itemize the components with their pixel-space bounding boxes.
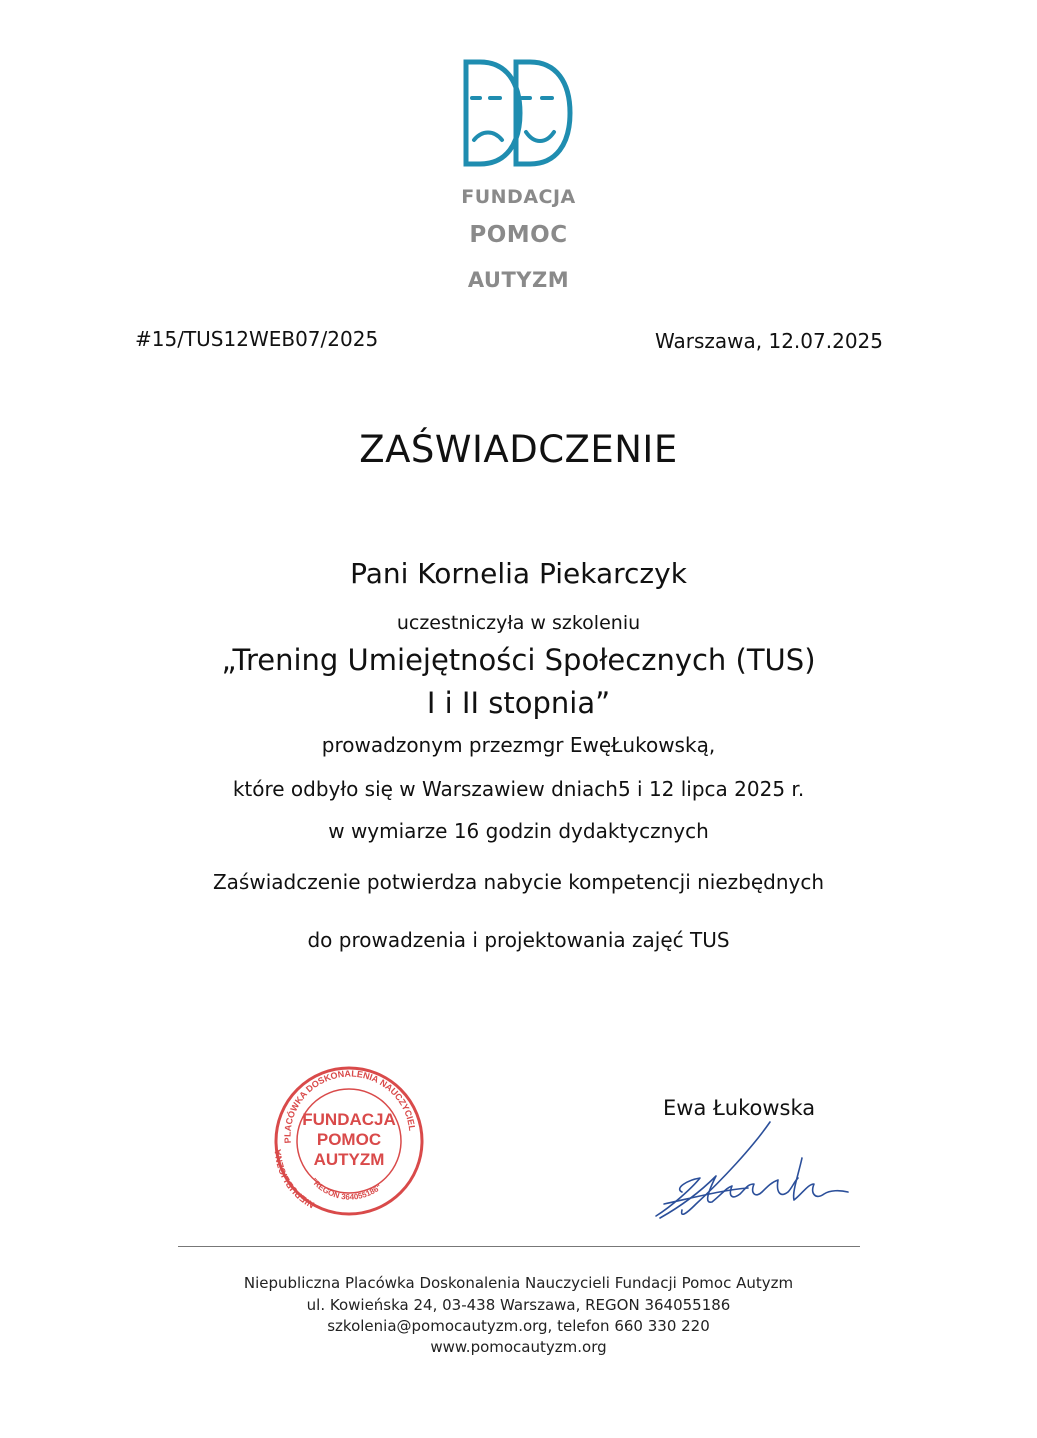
course-name-line-1: „Trening Umiejętności Społecznych (TUS) xyxy=(221,643,816,677)
place-and-date: Warszawa, 12.07.2025 xyxy=(655,329,883,353)
footer-address: ul. Kowieńska 24, 03-438 Warszawa, REGON 364055186 xyxy=(306,1296,731,1314)
document-number: #15/TUS12WEB07/2025 xyxy=(135,327,379,351)
course-name-line-2: I i II stopnia” xyxy=(426,686,611,720)
logo-word-fundacja: FUNDACJA xyxy=(461,186,576,208)
foundation-stamp xyxy=(271,1063,426,1218)
recipient-name: Pani Kornelia Piekarczyk xyxy=(350,557,687,590)
hours-text: w wymiarze 16 godzin dydaktycznych xyxy=(328,819,709,843)
handwritten-signature xyxy=(652,1118,852,1222)
logo-word-autyzm: AUTYZM xyxy=(467,268,570,292)
confirmation-line-2: do prowadzenia i projektowania zajęć TUS xyxy=(307,928,730,952)
document-title: ZAŚWIADCZENIE xyxy=(359,428,678,471)
stamp-word-fundacja: FUNDACJA xyxy=(302,1110,396,1129)
svg-text:"REGON 364055186" xyxy=(309,1176,383,1201)
logo-word-pomoc: POMOC xyxy=(469,222,568,248)
footer-contact: szkolenia@pomocautyzm.org, telefon 660 330 220 xyxy=(327,1317,710,1335)
theater-masks-icon xyxy=(458,58,578,170)
stamp-ring-top-text: PLACÓWKA DOSKONALENIA NAUCZYCIEL xyxy=(282,1068,418,1144)
stamp-word-pomoc: POMOC xyxy=(316,1130,382,1149)
trainer-text: prowadzonym przezmgr EwęŁukowską, xyxy=(321,733,716,757)
svg-text:NIEPUBLICZNA xyxy=(273,1148,316,1210)
footer-website: www.pomocautyzm.org xyxy=(430,1338,607,1356)
participation-text: uczestniczyła w szkoleniu xyxy=(396,612,641,634)
stamp-ring-left-text: NIEPUBLICZNA xyxy=(272,1148,317,1211)
confirmation-line-1: Zaświadczenie potwierdza nabycie kompetencji niezbędnych xyxy=(212,870,825,894)
footer-institution: Niepubliczna Placówka Doskonalenia Nauczycieli Fundacji Pomoc Autyzm xyxy=(243,1274,794,1292)
stamp-word-autyzm: AUTYZM xyxy=(313,1150,385,1169)
dates-text: które odbyło się w Warszawiew dniach5 i 12 lipca 2025 r. xyxy=(232,777,805,801)
footer-divider xyxy=(178,1246,860,1247)
stamp-ring-bottom-text: "REGON 364055186" xyxy=(309,1176,384,1202)
signer-name: Ewa Łukowska xyxy=(663,1096,816,1120)
